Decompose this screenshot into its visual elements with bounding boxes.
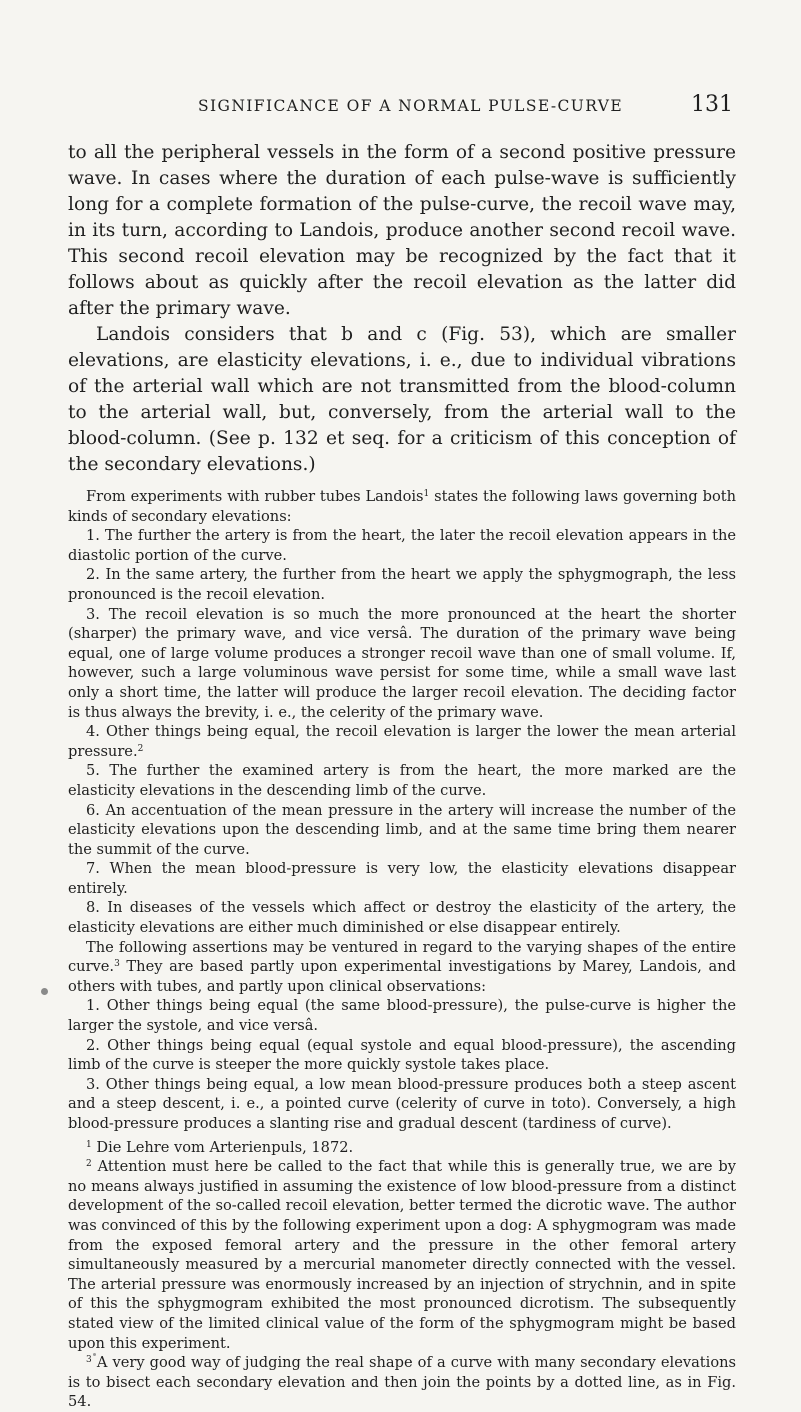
law-item-text: 4. Other things being equal, the recoil elevation is larger the lower the mean arterial pressure.	[68, 723, 736, 760]
assertion-item: 2. Other things being equal (equal systole and equal blood-pressure), the ascending limb of the curve is steeper the more quickly systole takes place.	[68, 1036, 736, 1074]
law-item	[68, 722, 736, 761]
law-item: 5. The further the examined artery is from the heart, the more marked are the elasticity elevations in the descending limb of the curve.	[68, 762, 736, 799]
paragraph: Landois considers that b and c (Fig. 53), which are smaller elevations, are elasticity elevations, i. e., due to individual vibrations of the arterial wall which are not transmitted from the blood-column to the arterial wall, but, conversely, from the arterial wall to the blood-column. (See p. 132 et seq. for a criticism of this conception of the secondary elevations.)	[68, 324, 736, 475]
margin-mark	[41, 988, 48, 995]
main-text	[68, 140, 736, 478]
footnote-ref-3: 3	[114, 959, 120, 970]
page-speck	[93, 1353, 96, 1356]
paragraph: to all the peripheral vessels in the form of a second positive pressure wave. In cases where the duration of each pulse-wave is sufficiently long for a complete formation of the pulse-curve, the recoil wave may, in its turn, according to Landois, produce another second recoil wave. This second recoil elevation may be recognized by the fact that it follows about as quickly after the recoil elevation as the latter did after the primary wave.	[68, 142, 736, 319]
running-title: SIGNIFICANCE OF A NORMAL PULSE-CURVE	[198, 97, 624, 115]
law-item: 1. The further the artery is from the heart, the later the recoil elevation appears in the diastolic portion of the curve.	[68, 527, 736, 564]
laws-intro-text: From experiments with rubber tubes Landois	[86, 488, 424, 505]
footnote	[68, 1138, 736, 1158]
small-print-text	[68, 487, 736, 1134]
law-item: 7. When the mean blood-pressure is very low, the elasticity elevations disappear entirely.	[68, 860, 736, 897]
footnotes	[68, 1138, 736, 1412]
footnote-text: A very good way of judging the real shape of a curve with many secondary elevations is to bisect each secondary elevation and then join the points by a dotted line, as in Fig. 54.	[68, 1354, 737, 1411]
law-item: 2. In the same artery, the further from the heart we apply the sphygmograph, the less pronounced is the recoil elevation.	[68, 566, 736, 603]
assertions-intro	[68, 938, 736, 997]
assertions-intro-text-cont: They are based partly upon experimental investigations by Marey, Landois, and others with tubes, and partly upon clinical observations:	[68, 958, 736, 995]
footnote-mark: 2	[86, 1159, 92, 1170]
page-body	[68, 140, 736, 1412]
law-item: 8. In diseases of the vessels which affect or destroy the elasticity of the artery, the elasticity elevations are either much diminished or else disappear entirely.	[68, 899, 736, 937]
footnote-ref-1: 1	[423, 489, 430, 499]
running-header	[68, 94, 733, 122]
law-item: 3. The recoil elevation is so much the more pronounced at the heart the shorter (sharper) the primary wave, and vice versâ. The duration of the primary wave being equal, one of large volume produces a stronger recoil wave than one of small volume. If, however, such a large voluminous wave persist for some time, while a small wave last only a short time, the latter will produce the larger recoil elevation. The deciding factor is thus always the brevity, i. e., the celerity of the primary wave.	[68, 605, 736, 721]
laws-intro-text-cont: states the following laws governing both kinds of secondary elevations:	[68, 488, 736, 525]
page-number: 131	[691, 92, 733, 117]
assertions-intro-text: The following assertions may be ventured in regard to the varying shapes of the entire curve.	[68, 938, 736, 976]
assertion-item: 1. Other things being equal (the same blood-pressure), the pulse-curve is higher the larger the systole, and vice versâ.	[68, 997, 736, 1035]
laws-intro	[68, 487, 736, 526]
law-item: 6. An accentuation of the mean pressure in the artery will increase the number of the elasticity elevations upon the descending limb, and at the same time bring them nearer the summit of the curve.	[68, 801, 736, 858]
footnote	[68, 1157, 736, 1353]
footnote-text: Attention must here be called to the fact that while this is generally true, we are by no means always justified in assuming the existence of low blood-pressure from a distinct development of the so-called recoil elevation, better termed the dicrotic wave. The author was convinced of this by the following experiment upon a dog: A sphygmogram was made from the exposed femoral artery and the pressure in the other femoral artery simultaneously measured by a mercurial manometer directly connected with the vessel. The arterial pressure was enormously increased by an injection of strychnin, and in spite of this the sphygmogram exhibited the most pronounced dicrotism. The subsequently stated view of the limited clinical value of the form of the sphygmogram might be based upon this experiment.	[68, 1158, 736, 1352]
footnote-ref-2: 2	[137, 743, 144, 754]
assertion-item: 3. Other things being equal, a low mean blood-pressure produces both a steep ascent and a steep descent, i. e., a pointed curve (celerity of curve in toto). Conversely, a high blood-pressure produces a slanting rise and gradual descent (tardiness of curve).	[68, 1075, 736, 1132]
footnote-mark: 3	[86, 1355, 92, 1366]
footnote-text: Die Lehre vom Arterienpuls, 1872.	[96, 1138, 354, 1156]
footnote-mark: 1	[86, 1139, 92, 1150]
